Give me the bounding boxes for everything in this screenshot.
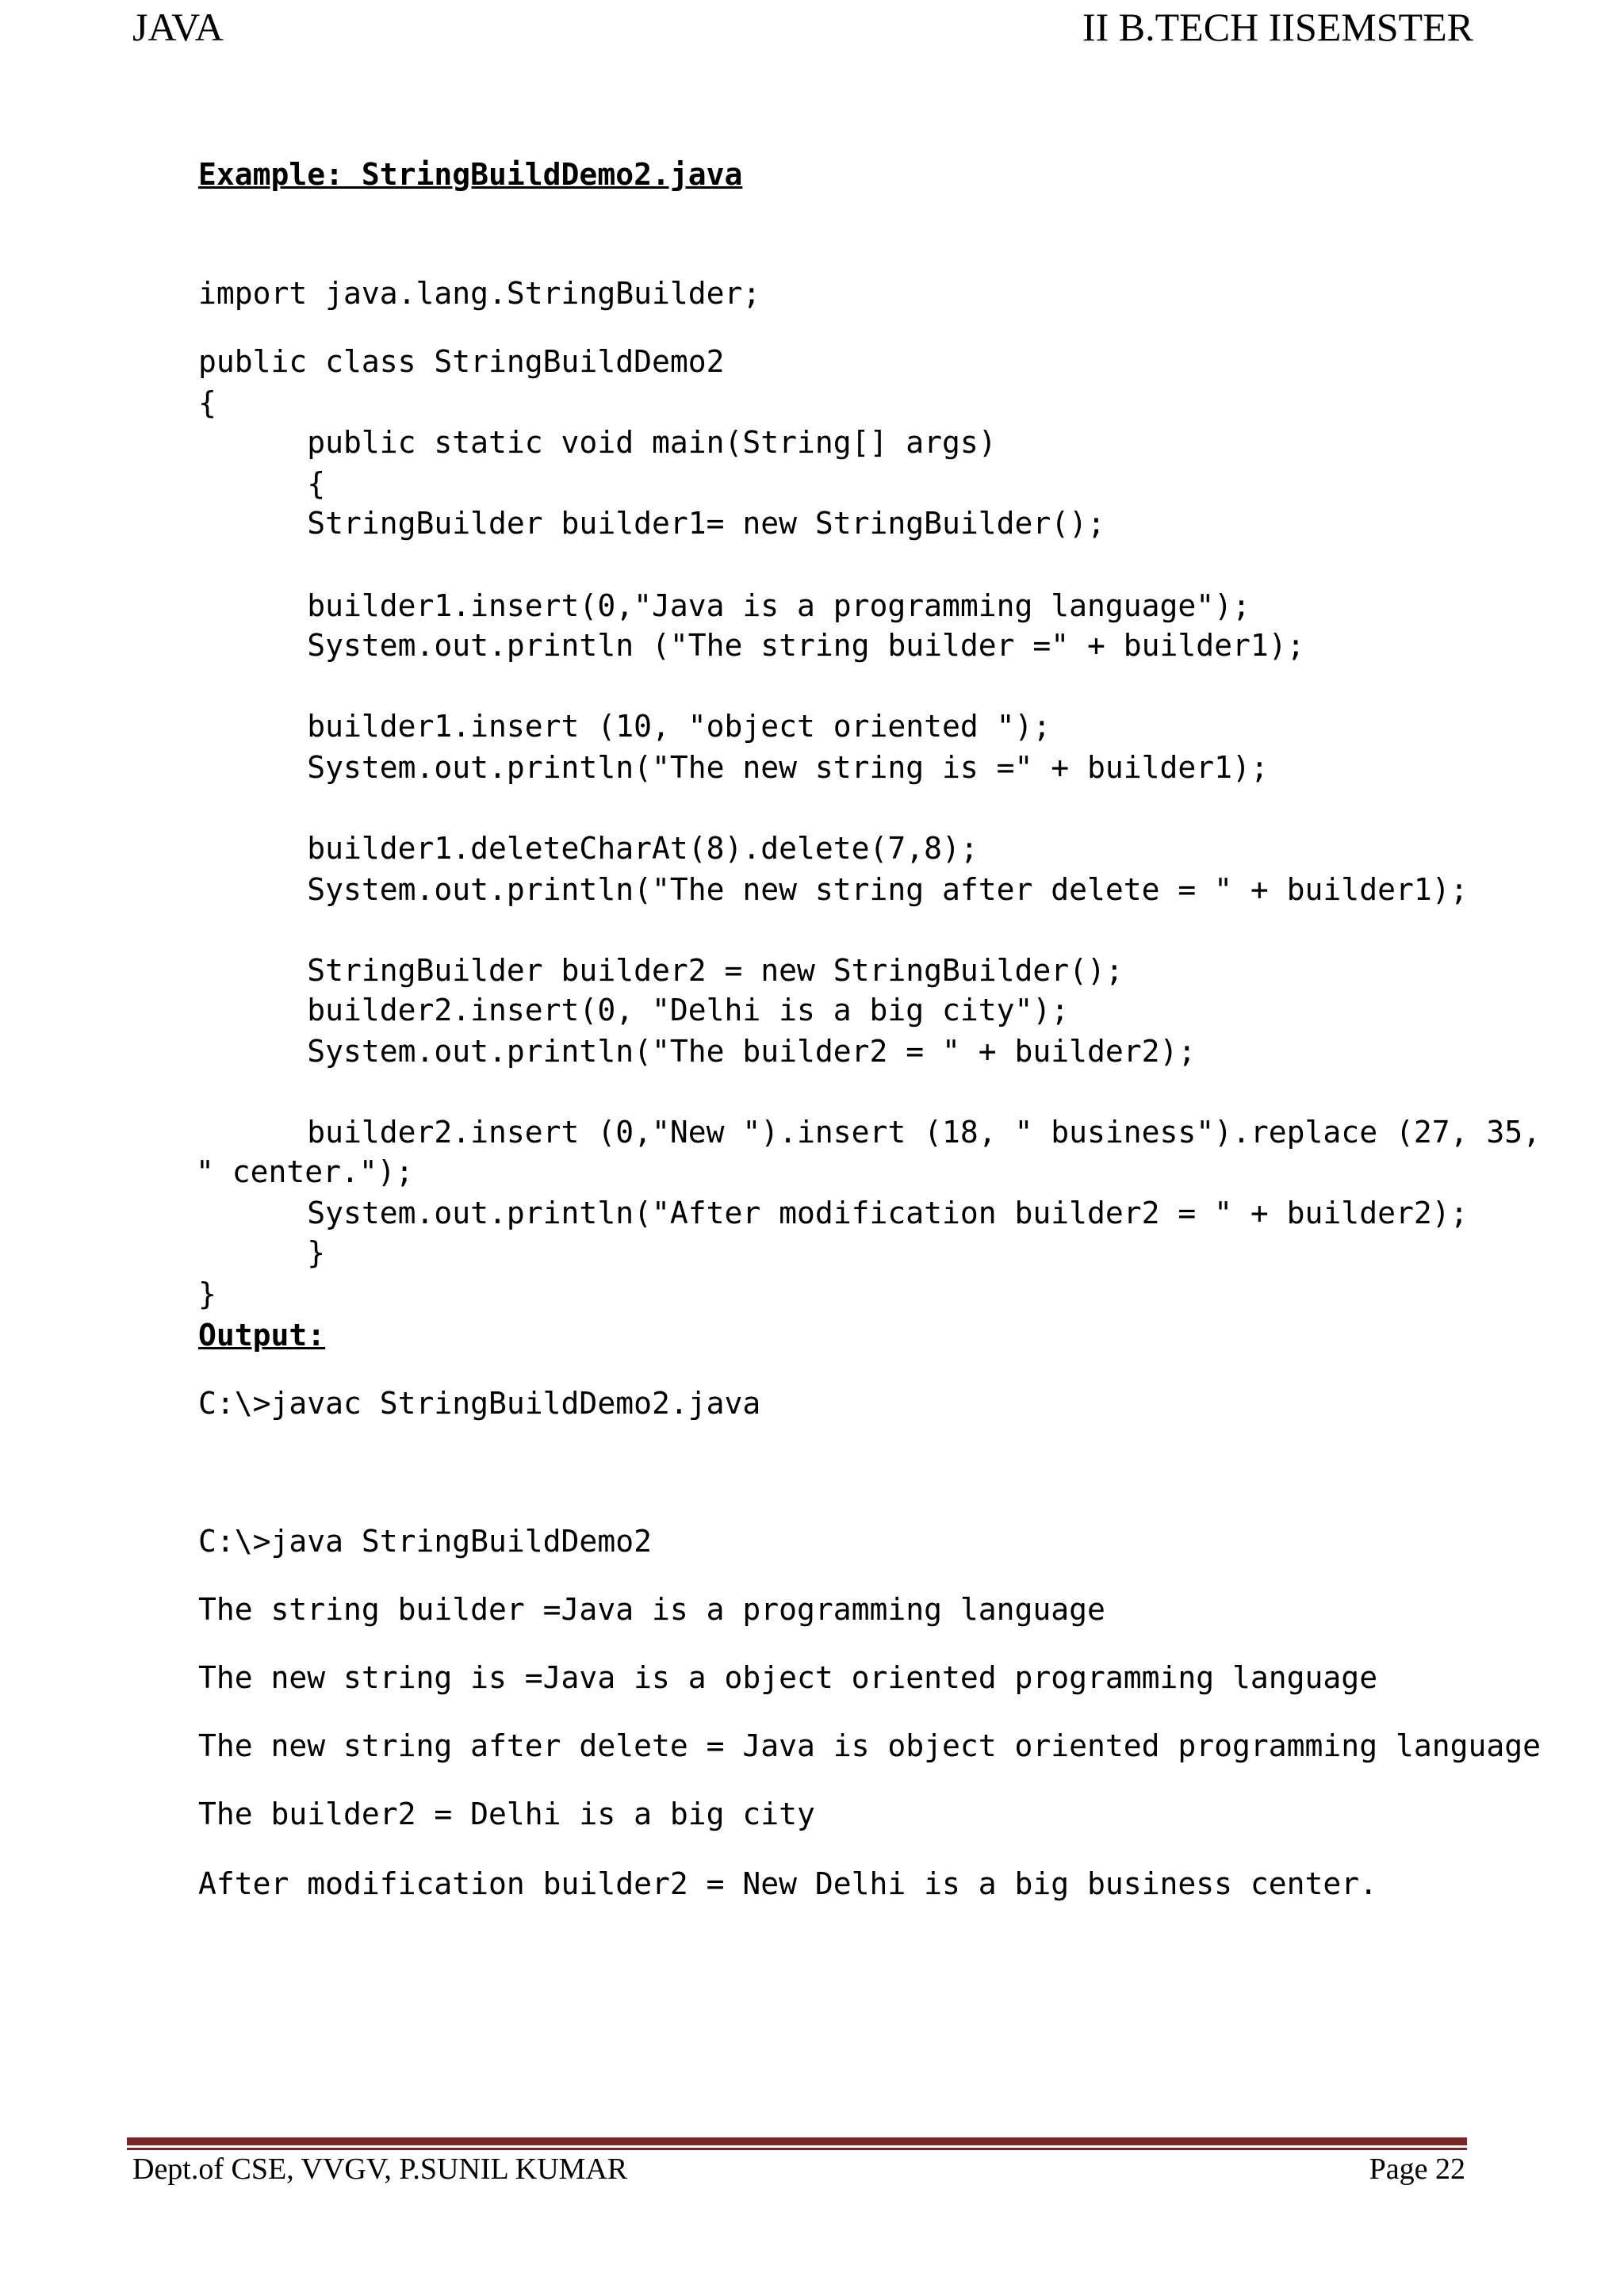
code-line: { — [198, 385, 216, 420]
code-line: } — [198, 1276, 216, 1311]
code-line: System.out.println("The new string is =" + builder1); — [198, 750, 1269, 785]
code-line: } — [198, 1235, 326, 1270]
code-line: builder1.insert (10, "object oriented "); — [198, 709, 1051, 744]
output-line: The new string after delete = Java is object oriented programming language — [198, 1728, 1541, 1763]
code-line: public static void main(String[] args) — [198, 425, 997, 460]
output-line: C:\>java StringBuildDemo2 — [198, 1524, 652, 1559]
output-line: The new string is =Java is a object oriented programming language — [198, 1660, 1378, 1695]
output-heading: Output: — [198, 1318, 326, 1353]
code-line: StringBuilder builder1= new StringBuilder(); — [198, 506, 1105, 541]
code-line: builder1.deleteCharAt(8).delete(7,8); — [198, 831, 979, 866]
page-number: Page 22 — [1369, 2152, 1465, 2186]
footer-left: Dept.of CSE, VVGV, P.SUNIL KUMAR — [132, 2152, 628, 2186]
header-left: JAVA — [132, 5, 224, 49]
code-line: " center."); — [196, 1154, 414, 1189]
code-line: builder1.insert(0,"Java is a programming language"); — [198, 588, 1251, 623]
code-line: StringBuilder builder2 = new StringBuilder(); — [198, 953, 1124, 988]
code-line: System.out.println ("The string builder =" + builder1); — [198, 628, 1305, 663]
example-heading: Example: StringBuildDemo2.java — [198, 157, 743, 192]
footer-rule-thick — [127, 2137, 1467, 2145]
header-right: II B.TECH IISEMSTER — [1082, 5, 1473, 49]
code-line: System.out.println("The new string after delete = " + builder1); — [198, 872, 1469, 907]
code-line: builder2.insert(0, "Delhi is a big city"); — [198, 993, 1070, 1027]
output-line: C:\>javac StringBuildDemo2.java — [198, 1386, 761, 1421]
code-line: builder2.insert (0,"New ").insert (18, " business").replace (27, 35, — [198, 1115, 1541, 1150]
code-line: System.out.println("After modification builder2 = " + builder2); — [198, 1196, 1469, 1230]
output-line: After modification builder2 = New Delhi is a big business center. — [198, 1866, 1378, 1901]
code-line: System.out.println("The builder2 = " + builder2); — [198, 1034, 1197, 1069]
output-line: The string builder =Java is a programming language — [198, 1592, 1105, 1627]
output-line: The builder2 = Delhi is a big city — [198, 1797, 815, 1831]
code-line: { — [198, 466, 326, 501]
code-line: public class StringBuildDemo2 — [198, 344, 725, 379]
code-line: import java.lang.StringBuilder; — [198, 276, 761, 311]
